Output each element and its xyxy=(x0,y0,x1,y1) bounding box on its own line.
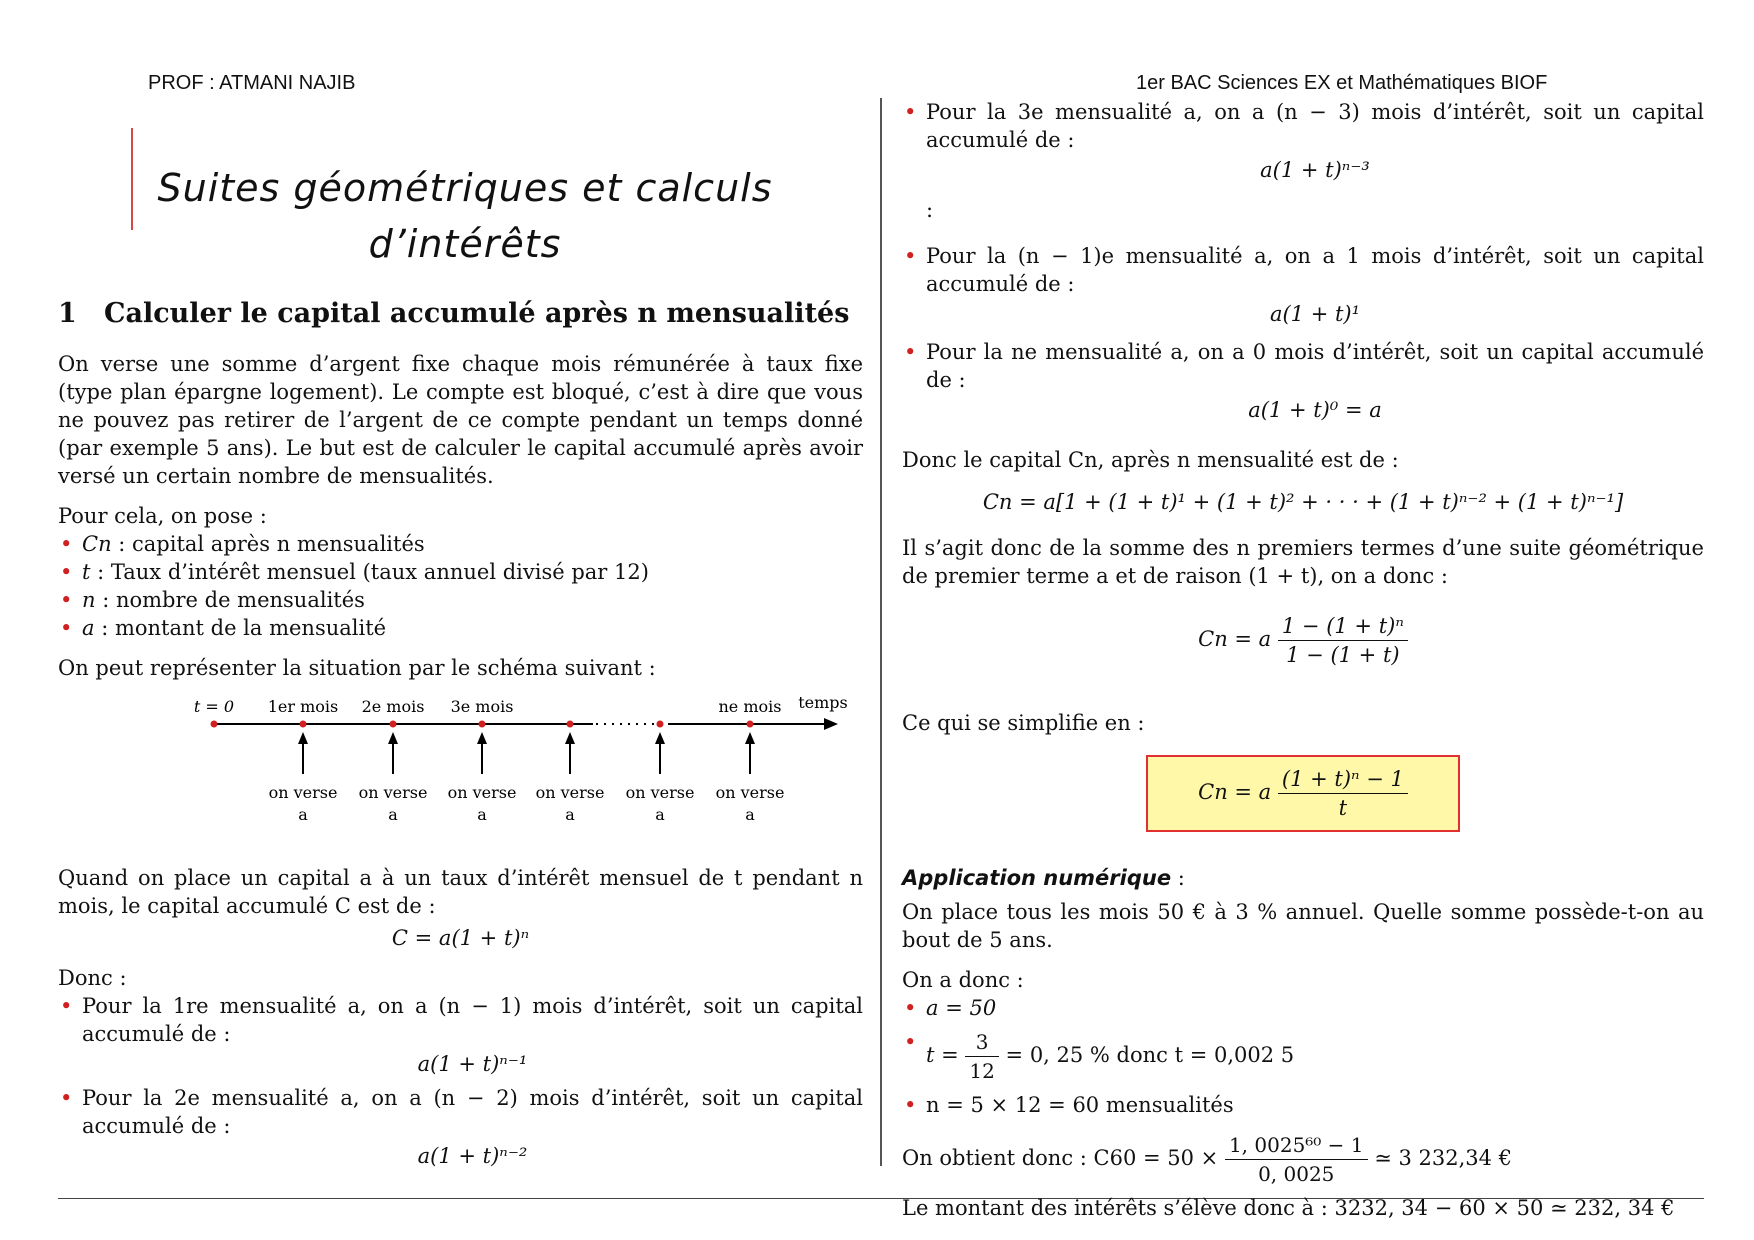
geometric-paragraph: Il s’agit donc de la somme des n premiers termes d’une suite géométrique de premier terme a et de raison (1 + t), on a donc : xyxy=(902,536,1704,588)
deposit-amount: a xyxy=(298,805,308,824)
contribution-list-left xyxy=(58,992,863,1170)
contribution-equation: a(1 + t)⁰ = a xyxy=(1248,398,1382,422)
vertical-ellipsis: : xyxy=(926,198,934,222)
tick-label: 1er mois xyxy=(267,697,339,716)
timeline-point xyxy=(390,721,397,728)
contribution-list-right xyxy=(902,98,1704,184)
timeline-point xyxy=(747,721,754,728)
boxed-formula: Cn = a $\frac{\text{(1 + t)ⁿ − 1}}{t}$ xyxy=(1146,755,1460,832)
contribution-equation: a(1 + t)ⁿ⁻² xyxy=(417,1144,528,1168)
deposit-arrowhead xyxy=(745,732,755,744)
deposit-label: on verse xyxy=(268,783,338,802)
tick-label: ne mois xyxy=(718,697,782,716)
deposit-amount: a xyxy=(388,805,398,824)
deposit-arrowhead xyxy=(477,732,487,744)
deposit-label: on verse xyxy=(715,783,785,802)
deposit-label: on verse xyxy=(625,783,695,802)
on-a-donc: On a donc : xyxy=(902,968,1024,992)
schema-intro: On peut représenter la situation par le schéma suivant : xyxy=(58,656,656,680)
intro-paragraph: On verse une somme d’argent fixe chaque mois rémunérée à taux fixe (type plan épargne logement). Le compte est bloqué, c’est à dire que vous ne pouvez pas retirer de l’argent de ce compte pendant un temps donné (par exemple 5 ans). Le but est de calculer le capital accumulé après avoir versé un certain nombre de mensualités. xyxy=(58,352,863,488)
capital-equation: C = a(1 + t)ⁿ xyxy=(391,926,530,950)
deposit-arrowhead xyxy=(388,732,398,744)
section-title: Calculer le capital accumulé après n mensualités xyxy=(104,298,850,329)
simplify-label: Ce qui se simplifie en : xyxy=(902,711,1145,735)
column-divider xyxy=(880,98,882,1166)
result-line: On obtient donc : C60 = 50 × $\frac{\text{1, 0025⁶⁰ − 1}}{0, 0025}$ ≃ 3 232,34 € xyxy=(902,1133,1513,1186)
timeline-point xyxy=(567,721,574,728)
contribution-equation: a(1 + t)¹ xyxy=(1269,302,1361,326)
list-item: • a = 50 xyxy=(902,994,1704,1022)
list-item: • Pour la 1re mensualité a, on a (n − 1) mois d’intérêt, soit un capital accumulé de : a(1 + t)ⁿ⁻¹ xyxy=(58,992,863,1078)
list-item: • t = $\frac{3}{12}$ = 0, 25 % donc t = 0,002 5 xyxy=(902,1028,1704,1085)
list-item: • Pour la 3e mensualité a, on a (n − 3) mois d’intérêt, soit un capital accumulé de : a(1 + t)ⁿ⁻³ xyxy=(902,98,1704,184)
right-column xyxy=(902,98,1704,1222)
fraction-formula: Cn = a $\frac{\text{1 − (1 + t)ⁿ}}{1 - (1 + t)}$ xyxy=(902,612,1704,669)
pose-intro: Pour cela, on pose : xyxy=(58,504,267,528)
application-heading: Application numérique : xyxy=(902,866,1185,890)
timeline-point xyxy=(657,721,664,728)
timeline-point xyxy=(300,721,307,728)
list-item: • n : nombre de mensualités xyxy=(58,586,863,614)
deposit-arrowhead xyxy=(655,732,665,744)
list-item: • Cn : capital après n mensualités xyxy=(58,530,863,558)
left-column xyxy=(58,300,863,1182)
list-item: • Pour la ne mensualité a, on a 0 mois d’intérêt, soit un capital accumulé de : a(1 + t)⁰ = a xyxy=(902,338,1704,424)
contribution-list-right-2 xyxy=(902,242,1704,424)
list-item: • a : montant de la mensualité xyxy=(58,614,863,642)
deposit-label: on verse xyxy=(358,783,428,802)
deposit-amount: a xyxy=(477,805,487,824)
contribution-equation: a(1 + t)ⁿ⁻³ xyxy=(1260,158,1370,182)
axis-label: temps xyxy=(798,693,848,712)
timeline-arrowhead xyxy=(824,718,838,730)
deposit-label: on verse xyxy=(447,783,517,802)
deposit-amount: a xyxy=(565,805,575,824)
application-text: On place tous les mois 50 € à 3 % annuel. Quelle somme possède-t-on au bout de 5 ans. xyxy=(902,900,1704,952)
donc-capital: Donc le capital Cn, après n mensualité est de : xyxy=(902,448,1399,472)
tick-label: t = 0 xyxy=(193,697,235,716)
definitions-list xyxy=(58,530,863,642)
tick-label: 3e mois xyxy=(450,697,514,716)
title-accent-bar xyxy=(131,128,133,230)
section-number: 1 xyxy=(58,298,77,329)
donc-label: Donc : xyxy=(58,966,127,990)
header-class: 1er BAC Sciences EX et Mathématiques BIOF xyxy=(1136,72,1548,94)
title-line-2: d’intérêts xyxy=(368,222,562,266)
timeline-diagram xyxy=(118,693,848,834)
sum-equation: Cn = a[1 + (1 + t)¹ + (1 + t)² + · · · + (1 + t)ⁿ⁻² + (1 + t)ⁿ⁻¹] xyxy=(982,490,1624,514)
page-title xyxy=(150,160,780,272)
list-item: • Pour la (n − 1)e mensualité a, on a 1 mois d’intérêt, soit un capital accumulé de : a(1 + t)¹ xyxy=(902,242,1704,328)
title-line-1: Suites géométriques et calculs xyxy=(157,166,773,210)
interest-amount: Le montant des intérêts s’élève donc à : 3232, 34 − 60 × 50 ≃ 232, 34 € xyxy=(902,1196,1675,1220)
contribution-equation: a(1 + t)ⁿ⁻¹ xyxy=(417,1052,528,1076)
numeric-values-list xyxy=(902,994,1704,1119)
section-heading xyxy=(58,300,863,328)
deposit-arrowhead xyxy=(565,732,575,744)
tick-label: 2e mois xyxy=(361,697,425,716)
list-item: • n = 5 × 12 = 60 mensualités xyxy=(902,1091,1704,1119)
deposit-arrowhead xyxy=(298,732,308,744)
boxed-formula-wrap xyxy=(902,755,1704,832)
list-item: • Pour la 2e mensualité a, on a (n − 2) mois d’intérêt, soit un capital accumulé de : a(1 + t)ⁿ⁻² xyxy=(58,1084,863,1170)
capital-paragraph: Quand on place un capital a à un taux d’intérêt mensuel de t pendant n mois, le capital accumulé C est de : xyxy=(58,866,863,918)
timeline-point xyxy=(211,721,218,728)
timeline-point xyxy=(479,721,486,728)
header-author: PROF : ATMANI NAJIB xyxy=(148,72,356,94)
deposit-label: on verse xyxy=(535,783,605,802)
deposit-amount: a xyxy=(655,805,665,824)
list-item: • t : Taux d’intérêt mensuel (taux annuel divisé par 12) xyxy=(58,558,863,586)
deposit-amount: a xyxy=(745,805,755,824)
